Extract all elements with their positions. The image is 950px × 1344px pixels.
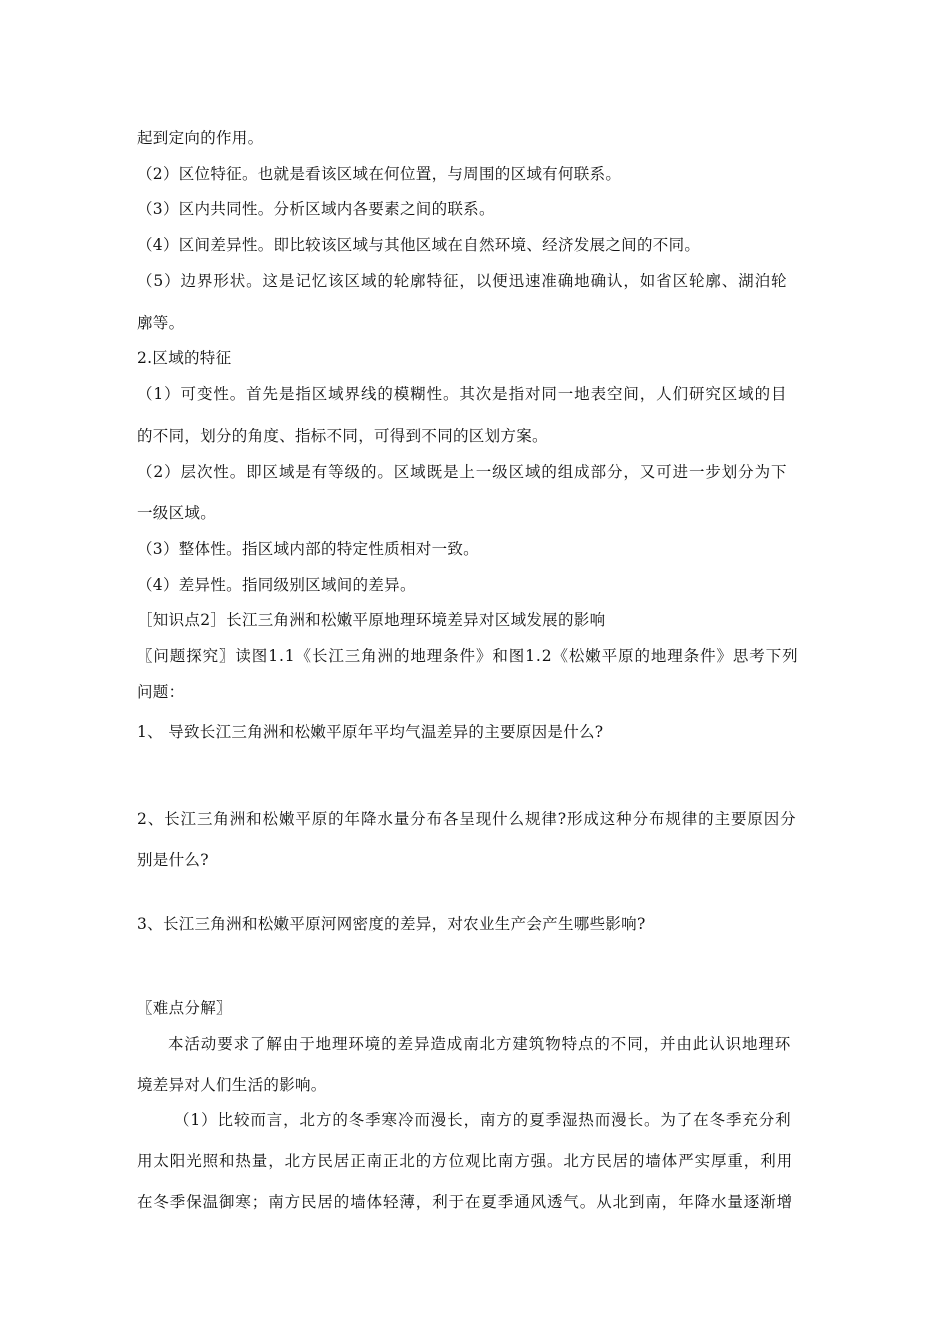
text-line: 在冬季保温御寒；南方民居的墙体轻薄，利于在夏季通风透气。从北到南，年降水量逐渐增 — [137, 1193, 794, 1211]
section-heading: 2.区域的特征 — [137, 349, 232, 367]
text-line: 〖问题探究〗读图1.1《长江三角洲的地理条件》和图1.2《松嫩平原的地理条件》思考下列 — [137, 647, 799, 665]
text-line: （4）区间差异性。即比较该区域与其他区域在自然环境、经济发展之间的不同。 — [137, 236, 701, 254]
text-line: （2）区位特征。也就是看该区域在何位置，与周围的区域有何联系。 — [137, 165, 622, 183]
question-2: 2、长江三角洲和松嫩平原的年降水量分布各呈现什么规律?形成这种分布规律的主要原因分 — [137, 810, 797, 828]
text-line: 本活动要求了解由于地理环境的差异造成南北方建筑物特点的不同，并由此认识地理环 — [168, 1035, 792, 1053]
text-line: （3）整体性。指区域内部的特定性质相对一致。 — [137, 540, 479, 558]
text-line: 起到定向的作用。 — [137, 129, 264, 147]
text-line: （1）可变性。首先是指区域界线的模糊性。其次是指对同一地表空间，人们研究区域的目 — [137, 385, 788, 403]
text-line: 的不同，划分的角度、指标不同，可得到不同的区划方案。 — [137, 427, 548, 445]
text-line: （1）比较而言，北方的冬季寒冷而漫长，南方的夏季湿热而漫长。为了在冬季充分利 — [174, 1111, 792, 1129]
question-3: 3、长江三角洲和松嫩平原河网密度的差异，对农业生产会产生哪些影响? — [137, 915, 646, 933]
text-line: 境差异对人们生活的影响。 — [137, 1076, 327, 1094]
text-line: 别是什么? — [137, 851, 209, 869]
question-1: 1、 导致长江三角洲和松嫩平原年平均气温差异的主要原因是什么? — [137, 723, 604, 741]
text-line: （2）层次性。即区域是有等级的。区域既是上一级区域的组成部分，又可进一步划分为下 — [137, 463, 788, 481]
text-line: （4）差异性。指同级别区域间的差异。 — [137, 576, 416, 594]
text-line: 廓等。 — [137, 314, 185, 332]
text-line: （3）区内共同性。分析区域内各要素之间的联系。 — [137, 200, 495, 218]
knowledge-point-heading: ［知识点2］长江三角洲和松嫩平原地理环境差异对区域发展的影响 — [137, 611, 606, 629]
difficulty-heading: 〖难点分解〗 — [137, 999, 232, 1017]
text-line: （5）边界形状。这是记忆该区域的轮廓特征，以便迅速准确地确认，如省区轮廓、湖泊轮 — [137, 272, 788, 290]
text-line: 问题： — [137, 683, 185, 701]
text-line: 一级区域。 — [137, 504, 217, 522]
text-line: 用太阳光照和热量，北方民居正南正北的方位观比南方强。北方民居的墙体严实厚重，利用 — [137, 1152, 794, 1170]
